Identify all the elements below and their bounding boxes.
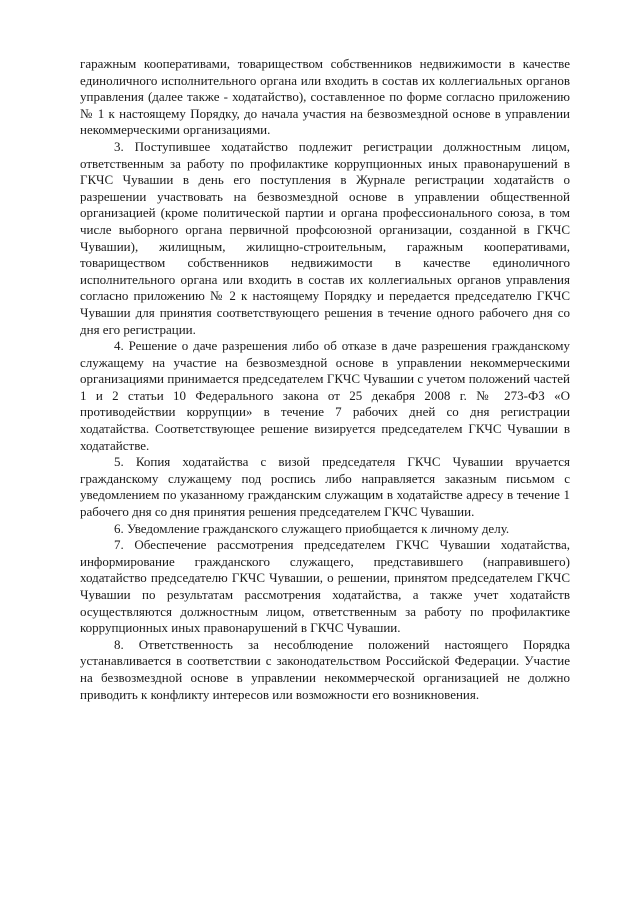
paragraph-5-copy-delivery: 5. Копия ходатайства с визой председателя ГКЧС Чувашии вручается гражданскому служащему под роспись либо направляется заказным письмом с уведомлением по указанному гражданским служащим в ходатайстве адресу в течение 1 рабочего дня со дня принятия решения председателем ГКЧС Чувашии.: [80, 454, 570, 520]
paragraph-7-review: 7. Обеспечение рассмотрения председателем ГКЧС Чувашии ходатайства, информирование гражданского служащего, представившего (направившего) ходатайство председателю ГКЧС Чувашии, о решении, принятом председателем ГКЧС Чувашии по результатам рассмотрения ходатайства, а также учет ходатайств осуществляются должностным лицом, ответственным за работу по профилактике коррупционных иных правонарушений в ГКЧС Чувашии.: [80, 537, 570, 636]
paragraph-4-decision: 4. Решение о даче разрешения либо об отказе в даче разрешения гражданскому служащему на участие на безвозмездной основе в управлении некоммерческими организациями принимается председателем ГКЧС Чувашии с учетом положений частей 1 и 2 статьи 10 Федерального закона от 25 декабря 2008 г. № 273-ФЗ «О противодействии коррупции» в течение 7 рабочих дней со дня регистрации ходатайства. Соответствующее решение визируется председателем ГКЧС Чувашии в ходатайстве.: [80, 338, 570, 453]
paragraph-6-notification: 6. Уведомление гражданского служащего приобщается к личному делу.: [114, 520, 510, 536]
paragraph-8-responsibility: 8. Ответственность за несоблюдение положений настоящего Порядка устанавливается в соответствии с законодательством Российской Федерации. Участие на безвозмездной основе в управлении некоммерческой организацией не должно приводить к конфликту интересов или возможности его возникновения.: [80, 636, 570, 702]
paragraph-3-registration: 3. Поступившее ходатайство подлежит регистрации должностным лицом, ответственным за работу по профилактике коррупционных иных правонарушений в ГКЧС Чувашии в день его поступления в Журнале регистрации ходатайств о разрешении участвовать на безвозмездной основе в управлении общественной организацией (кроме политической партии и органа профессионального союза, в том числе выборного органа первичной профсоюзной организации, созданной в ГКЧС Чувашии), жилищным, жилищно-строительным, гаражным кооперативами, товариществом собственников недвижимости в качестве единоличного исполнительного органа или входить в состав их коллегиальных органов управления согласно приложению № 2 к настоящему Порядку и передается председателю ГКЧС Чувашии для принятия соответствующего решения в течение одного рабочего дня со дня его регистрации.: [80, 138, 570, 337]
document-page: [80, 56, 570, 703]
paragraph-continuation: гаражным кооперативами, товариществом собственников недвижимости в качестве единоличного исполнительного органа или входить в состав их коллегиальных органов управления (далее также - ходатайство), составленное по форме согласно приложению № 1 к настоящему Порядку, до начала участия на безвозмездной основе в управлении некоммерческими организациями.: [80, 56, 570, 138]
